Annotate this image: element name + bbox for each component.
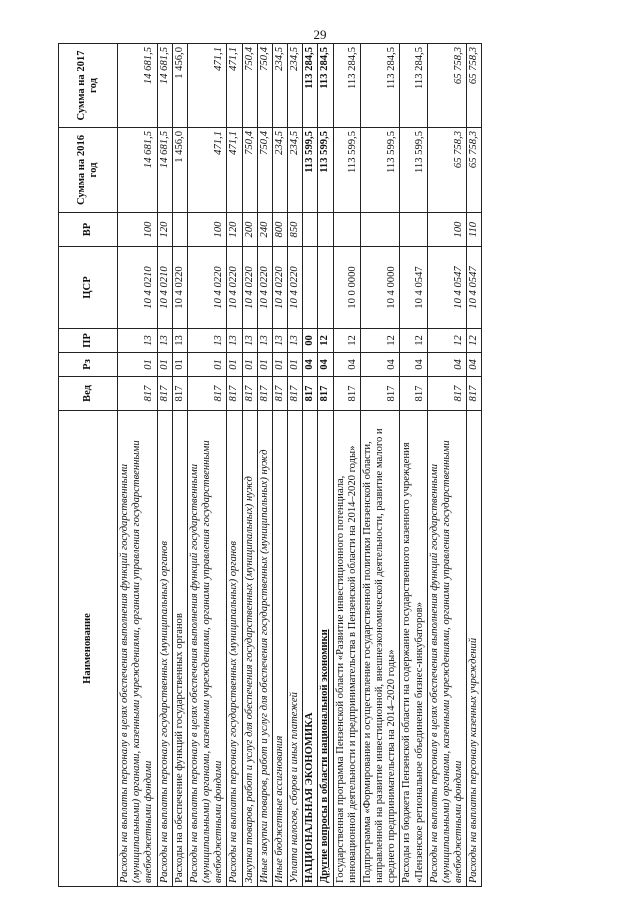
row-sum-2017-cell: 113 284,5 [400,44,427,128]
row-ved-cell: 817 [242,377,257,411]
row-sum-2017-cell: 113 284,5 [318,44,333,128]
row-sum-2016-cell: 750,4 [257,128,272,213]
row-vr-cell: 100 [118,213,158,247]
row-csr-cell: 10 4 0220 [227,247,242,329]
table-row [172,44,187,887]
row-name-cell: Расходы на выплаты персоналу в целях обеспечения выполнения функций государственными (муниципальными) органами, казенными учреждениями, органами управления государственными внебюджетными фондами [427,411,467,887]
row-sum-2016-cell: 1 456,0 [172,128,187,213]
row-vr-cell: 100 [187,213,227,247]
row-csr-cell: 10 4 0210 [118,247,158,329]
row-ved-cell: 817 [467,377,482,411]
row-sum-2017-cell: 750,4 [257,44,272,128]
row-rz-cell: 04 [467,353,482,377]
row-rz-cell: 01 [242,353,257,377]
table-row [333,44,360,887]
row-pr-cell: 13 [172,329,187,353]
row-sum-2017-cell: 1 456,0 [172,44,187,128]
table-row [242,44,257,887]
row-sum-2017-cell: 65 758,3 [427,44,467,128]
row-sum-2017-cell: 14 681,5 [157,44,172,128]
row-csr-cell: 10 4 0220 [172,247,187,329]
row-name-cell: Уплата налогов, сборов и иных платежей [288,411,303,887]
row-ved-cell: 817 [427,377,467,411]
row-sum-2016-cell: 14 681,5 [157,128,172,213]
row-csr-cell [318,247,333,329]
row-sum-2017-cell: 113 284,5 [333,44,360,128]
row-vr-cell: 110 [467,213,482,247]
row-ved-cell: 817 [303,377,318,411]
row-name-cell: Расходы на выплаты персоналу в целях обеспечения выполнения функций государственными (муниципальными) органами, казенными учреждениями, органами управления государственными внебюджетными фондами [187,411,227,887]
row-sum-2016-cell: 65 758,3 [467,128,482,213]
table-row [157,44,172,887]
row-pr-cell: 13 [272,329,287,353]
row-vr-cell: 100 [427,213,467,247]
row-ved-cell: 817 [227,377,242,411]
row-pr-cell: 00 [303,329,318,353]
row-sum-2017-cell: 234,5 [272,44,287,128]
row-sum-2016-cell: 65 758,3 [427,128,467,213]
row-pr-cell: 13 [242,329,257,353]
row-rz-cell: 01 [157,353,172,377]
row-rz-cell: 01 [272,353,287,377]
table-row [467,44,482,887]
row-sum-2016-cell: 113 599,5 [400,128,427,213]
row-csr-cell [303,247,318,329]
row-name-cell: Расходы на выплаты персоналу государственных (муниципальных) органов [227,411,242,887]
row-sum-2017-cell: 471,1 [187,44,227,128]
row-vr-cell [360,213,400,247]
row-csr-cell: 10 4 0220 [187,247,227,329]
header-ved: Вед [59,377,118,411]
row-rz-cell: 04 [400,353,427,377]
row-name-cell: Государственная программа Пензенской области «Развитие инвестиционного потенциала, инновационной деятельности и предпринимательства в Пензенской области на 2014–2020 годы» [333,411,360,887]
row-vr-cell: 800 [272,213,287,247]
row-csr-cell: 10 0 0000 [333,247,360,329]
header-sum-2017: Сумма на 2017 год [59,44,118,128]
row-vr-cell [400,213,427,247]
row-ved-cell: 817 [288,377,303,411]
row-sum-2016-cell: 113 599,5 [360,128,400,213]
row-pr-cell: 12 [333,329,360,353]
row-ved-cell: 817 [157,377,172,411]
row-csr-cell: 10 4 0220 [272,247,287,329]
row-sum-2016-cell: 113 599,5 [333,128,360,213]
row-pr-cell: 13 [157,329,172,353]
row-rz-cell: 01 [227,353,242,377]
row-sum-2016-cell: 14 681,5 [118,128,158,213]
budget-table-container [58,44,558,887]
table-body [118,44,482,887]
header-pr: ПР [59,329,118,353]
row-rz-cell: 04 [333,353,360,377]
row-vr-cell [318,213,333,247]
row-vr-cell: 850 [288,213,303,247]
row-rz-cell: 01 [187,353,227,377]
row-sum-2016-cell: 471,1 [187,128,227,213]
row-rz-cell: 04 [427,353,467,377]
row-ved-cell: 817 [318,377,333,411]
row-sum-2017-cell: 750,4 [242,44,257,128]
row-sum-2016-cell: 750,4 [242,128,257,213]
header-sum-2016: Сумма на 2016 год [59,128,118,213]
row-pr-cell: 13 [227,329,242,353]
row-ved-cell: 817 [333,377,360,411]
table-row [118,44,158,887]
table-row [303,44,318,887]
page-number: 29 [313,27,327,42]
table-row [288,44,303,887]
table-row [227,44,242,887]
table-header-row [59,44,118,887]
row-ved-cell: 817 [187,377,227,411]
row-ved-cell: 817 [360,377,400,411]
row-vr-cell [333,213,360,247]
row-rz-cell: 01 [257,353,272,377]
row-name-cell: Подпрограмма «Формирование и осуществление государственной политики Пензенской области, направленной на развитие инвестиционной, внешнеэкономической деятельности, развитие малого и среднего предпринимательства на 2014–2020 годы» [360,411,400,887]
row-sum-2017-cell: 113 284,5 [303,44,318,128]
budget-table [58,43,482,887]
row-csr-cell: 10 4 0000 [360,247,400,329]
row-ved-cell: 817 [400,377,427,411]
row-name-cell: Расходы на обеспечение функций государственных органов [172,411,187,887]
row-sum-2016-cell: 113 599,5 [318,128,333,213]
header-csr: ЦСР [59,247,118,329]
row-pr-cell: 13 [257,329,272,353]
row-rz-cell: 04 [318,353,333,377]
table-row [318,44,333,887]
row-pr-cell: 12 [427,329,467,353]
header-rz: Рз [59,353,118,377]
row-ved-cell: 817 [272,377,287,411]
row-csr-cell: 10 4 0220 [288,247,303,329]
row-name-cell: Расходы на выплаты персоналу в целях обеспечения выполнения функций государственными (муниципальными) органами, казенными учреждениями, органами управления государственными внебюджетными фондами [118,411,158,887]
row-vr-cell [172,213,187,247]
row-pr-cell: 13 [118,329,158,353]
row-pr-cell: 13 [288,329,303,353]
row-sum-2016-cell: 234,5 [272,128,287,213]
row-rz-cell: 04 [360,353,400,377]
row-csr-cell: 10 4 0210 [157,247,172,329]
row-csr-cell: 10 4 0220 [257,247,272,329]
header-vr: ВР [59,213,118,247]
row-name-cell: Расходы на выплаты персоналу казенных учреждений [467,411,482,887]
row-vr-cell: 120 [157,213,172,247]
row-sum-2017-cell: 234,5 [288,44,303,128]
row-name-cell: Закупка товаров, работ и услуг для обеспечения государственных (муниципальных) нужд [242,411,257,887]
row-csr-cell: 10 4 0547 [427,247,467,329]
row-name-cell: НАЦИОНАЛЬНАЯ ЭКОНОМИКА [303,411,318,887]
row-name-cell: Иные бюджетные ассигнования [272,411,287,887]
table-row [427,44,467,887]
row-sum-2016-cell: 471,1 [227,128,242,213]
table-row [400,44,427,887]
row-sum-2016-cell: 234,5 [288,128,303,213]
row-ved-cell: 817 [118,377,158,411]
row-vr-cell: 200 [242,213,257,247]
row-csr-cell: 10 4 0547 [400,247,427,329]
row-sum-2017-cell: 471,1 [227,44,242,128]
row-pr-cell: 12 [318,329,333,353]
row-vr-cell: 120 [227,213,242,247]
row-csr-cell: 10 4 0220 [242,247,257,329]
row-sum-2017-cell: 113 284,5 [360,44,400,128]
row-sum-2016-cell: 113 599,5 [303,128,318,213]
row-name-cell: Расходы из бюджета Пензенской области на содержание государственного казенного учреждения «Пензенское региональное объединение бизнес-инкубаторов» [400,411,427,887]
row-ved-cell: 817 [172,377,187,411]
row-name-cell: Другие вопросы в области национальной экономики [318,411,333,887]
table-row [187,44,227,887]
row-sum-2017-cell: 65 758,3 [467,44,482,128]
row-name-cell: Иные закупки товаров, работ и услуг для обеспечения государственных (муниципальных) нужд [257,411,272,887]
row-rz-cell: 01 [118,353,158,377]
row-pr-cell: 12 [400,329,427,353]
row-rz-cell: 01 [288,353,303,377]
row-csr-cell: 10 4 0547 [467,247,482,329]
row-vr-cell: 240 [257,213,272,247]
row-name-cell: Расходы на выплаты персоналу государственных (муниципальных) органов [157,411,172,887]
table-row [272,44,287,887]
row-rz-cell: 01 [172,353,187,377]
row-vr-cell [303,213,318,247]
table-row [257,44,272,887]
row-pr-cell: 12 [360,329,400,353]
header-name: Наименование [59,411,118,887]
row-ved-cell: 817 [257,377,272,411]
row-sum-2017-cell: 14 681,5 [118,44,158,128]
table-row [360,44,400,887]
row-pr-cell: 12 [467,329,482,353]
row-rz-cell: 04 [303,353,318,377]
row-pr-cell: 13 [187,329,227,353]
